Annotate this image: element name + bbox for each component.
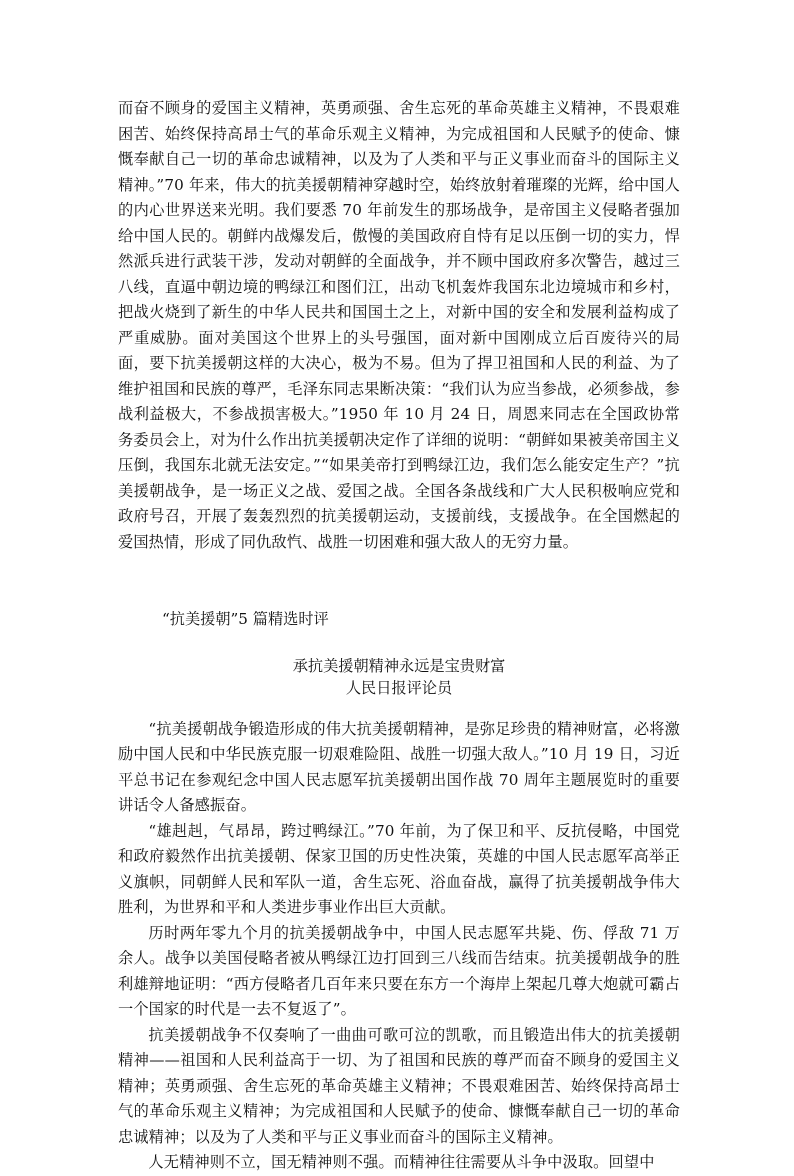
body-paragraph: 而奋不顾身的爱国主义精神，英勇顽强、舍生忘死的革命英雄主义精神，不畏艰难困苦、始终保持高昂士气的革命乐观主义精神，为完成祖国和人民赋予的使命、慷慨奉献自己一切的革命忠诚精神，以及为了人类和平与正义事业而奋斗的国际主义精神。”70 年来，伟大的抗美援朝精神穿越时空，始终放射着璀璨的光辉，给中国人的内心世界送来光明。我们要悉 70 年前发生的那场战争，是帝国主义侵略者强加给中国人民的。朝鲜内战爆发后，傲慢的美国政府自恃有足以压倒一切的实力，悍然派兵进行武装干涉，发动对朝鲜的全面战争，并不顾中国政府多次警告，越过三八线，直逼中朝边境的鸭绿江和图们江，出动飞机轰炸我国东北边境城市和乡村，把战火烧到了新生的中华人民共和国国土之上，对新中国的安全和发展利益构成了严重威胁。面对美国这个世界上的头号强国，面对新中国刚成立后百废待兴的局面，要下抗美援朝这样的大决心，极为不易。但为了捍卫祖国和人民的利益、为了维护祖国和民族的尊严，毛泽东同志果断决策：“我们认为应当参战，必须参战，参战利益极大，不参战损害极大。”1950 年 10 月 24 日，周恩来同志在全国政协常务委员会上，对为什么作出抗美援朝决定作了详细的说明：“朝鲜如果被美帝国主义压倒，我国东北就无法安定。”“如果美帝打到鸭绿江边，我们怎么能安定生产？”抗美援朝战争，是一场正义之战、爱国之战。全国各条战线和广大人民积极响应党和政府号召，开展了轰轰烈烈的抗美援朝运动，支援前线，支援战争。在全国燃起的爱国热情，形成了同仇敌忾、战胜一切困难和强大敌人的无穷力量。	[118, 99, 680, 551]
body-paragraph: 历时两年零九个月的抗美援朝战争中，中国人民志愿军共毙、伤、俘敌 71 万余人。战争以美国侵略者被从鸭绿江边打回到三八线而告结束。抗美援朝战争的胜利雄辩地证明：“西方侵略者几百年来只要在东方一个海岸上架起几尊大炮就可霸占一个国家的时代是一去不复返了”。	[118, 923, 680, 1018]
section-heading: “抗美援朝”5 篇精选时评	[162, 610, 329, 628]
body-paragraph: “雄赳赳，气昂昂，跨过鸭绿江。”70 年前，为了保卫和平、反抗侵略，中国党和政府毅然作出抗美援朝、保家卫国的历史性决策，英雄的中国人民志愿军高举正义旗帜，同朝鲜人民和军队一道，舍生忘死、浴血奋战，赢得了抗美援朝战争伟大胜利，为世界和平和人类进步事业作出巨大贡献。	[118, 821, 680, 916]
article-byline: 人民日报评论员	[345, 678, 453, 697]
article-title: 承抗美援朝精神永远是宝贵财富	[292, 656, 506, 675]
body-paragraph: 人无精神则不立，国无精神则不强。而精神往往需要从斗争中汲取。回望中	[148, 1153, 655, 1171]
body-paragraph: 抗美援朝战争不仅奏响了一曲曲可歌可泣的凯歌，而且锻造出伟大的抗美援朝精神——祖国和人民利益高于一切、为了祖国和民族的尊严而奋不顾身的爱国主义精神；英勇顽强、舍生忘死的革命英雄主义精神；不畏艰难困苦、始终保持高昂士气的革命乐观主义精神；为完成祖国和人民赋予的使命、慷慨奉献自己一切的革命忠诚精神；以及为了人类和平与正义事业而奋斗的国际主义精神。	[118, 1025, 680, 1146]
body-paragraph: “抗美援朝战争锻造形成的伟大抗美援朝精神，是弥足珍贵的精神财富，必将激励中国人民和中华民族克服一切艰难险阻、战胜一切强大敌人。”10 月 19 日，习近平总书记在参观纪念中国人民志愿军抗美援朝出国作战 70 周年主题展览时的重要讲话令人备感振奋。	[118, 719, 680, 814]
